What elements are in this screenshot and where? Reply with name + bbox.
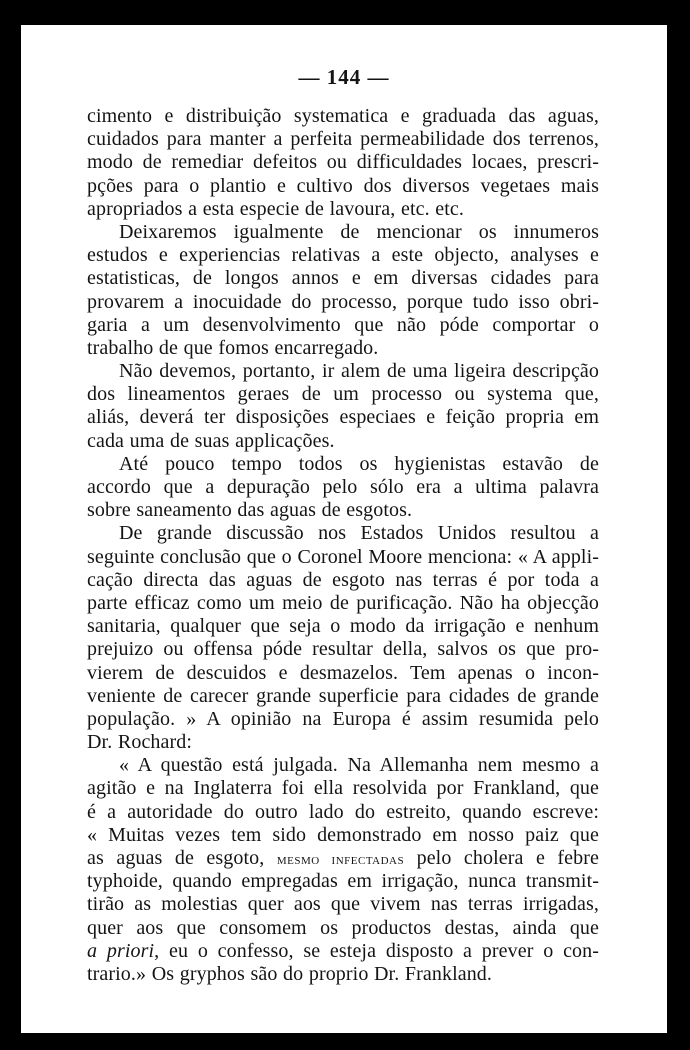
text-line [87, 476, 599, 499]
italic-text: a priori [87, 939, 155, 962]
text-line [87, 383, 599, 406]
line-text: Até pouco tempo todos os hygienistas estavão de [119, 452, 599, 475]
text-line [87, 917, 599, 940]
line-text: « Muitas vezes tem sido demonstrado em nosso paiz que [87, 823, 599, 846]
page-number: — 144 — [298, 65, 390, 89]
line-text: Deixaremos igualmente de mencionar os innumeros [119, 220, 599, 243]
text-line [87, 685, 599, 708]
line-text: pelo cholera e febre [404, 847, 599, 869]
line-text: modo de remediar defeitos ou difficuldades locaes, prescri- [87, 151, 599, 174]
line-text: estatisticas, de longos annos e em diversas cidades para [87, 267, 599, 290]
line-text: garia a um desenvolvimento que não póde comportar o [87, 313, 599, 336]
text-line [87, 754, 599, 777]
text-line [87, 546, 599, 569]
line-text: tirão as molestias quer aos que vivem nas terras irrigadas, [87, 893, 599, 916]
text-line [87, 731, 599, 754]
text-line [87, 824, 599, 847]
text-line [87, 291, 599, 314]
line-text: é a autoridade do outro lado do estreito, quando escreve: [87, 800, 599, 823]
page-body-text [87, 105, 599, 986]
text-line [87, 128, 599, 151]
line-text: vierem de descuidos e desmazelos. Tem apenas o incon- [87, 661, 599, 684]
line-text: população. » A opinião na Europa é assim resumida pelo [87, 707, 599, 730]
line-text: sanitaria, qualquer que seja o modo da irrigação e nenhum [87, 615, 599, 638]
text-line [87, 499, 599, 522]
line-text: accordo que a depuração pelo sólo era a ultima palavra [87, 476, 599, 498]
line-text: prejuizo ou offensa póde resultar della, salvos os que pro- [87, 638, 599, 661]
text-line [87, 940, 599, 963]
text-line [87, 406, 599, 429]
line-text: veniente de carecer grande superficie para cidades de grande [87, 684, 599, 707]
text-line [87, 801, 599, 824]
text-line [87, 453, 599, 476]
line-text: agitão e na Inglaterra foi ella resolvida por Frankland, que [87, 777, 599, 800]
line-text: , eu o confesso, se esteja disposto a prever o con- [154, 939, 600, 962]
line-text: typhoide, quando empregadas em irrigação, nunca transmit- [87, 870, 599, 893]
small-caps-text: mesmo infectadas [276, 851, 405, 868]
text-line [87, 592, 599, 615]
text-line [87, 244, 599, 267]
text-line [87, 337, 599, 360]
line-text: « A questão está julgada. Na Allemanha nem mesmo a [119, 754, 599, 777]
text-line [87, 360, 599, 383]
text-line [87, 221, 599, 244]
line-text: quer aos que consomem os productos destas, ainda que [87, 916, 599, 939]
text-line [87, 847, 599, 870]
line-text: trario.» Os gryphos são do proprio Dr. Frankland. [87, 962, 493, 985]
text-line [87, 569, 599, 592]
text-line [87, 267, 599, 290]
line-text: estudos e experiencias relativas a este objecto, analyses e [87, 244, 599, 267]
text-line [87, 893, 599, 916]
text-line [87, 430, 599, 453]
line-text: Dr. Rochard: [87, 731, 193, 754]
line-text: pções para o plantio e cultivo dos diversos vegetaes mais [87, 174, 599, 197]
line-text: aliás, deverá ter disposições especiaes e feição propria em [87, 406, 599, 429]
text-line [87, 105, 599, 128]
line-text: De grande discussão nos Estados Unidos resultou a [119, 522, 599, 545]
text-line [87, 175, 599, 198]
line-text: Não devemos, portanto, ir alem de uma ligeira descripção [119, 360, 599, 383]
line-text: as aguas de esgoto, [87, 847, 277, 869]
line-text: cação directa das aguas de esgoto nas terras é por toda a [87, 568, 599, 591]
text-line [87, 638, 599, 661]
text-line [87, 870, 599, 893]
text-line [87, 198, 599, 221]
text-line [87, 662, 599, 685]
text-line [87, 777, 599, 800]
line-text: seguinte conclusão que o Coronel Moore menciona: « A appli- [87, 545, 599, 568]
text-line [87, 522, 599, 545]
text-line [87, 314, 599, 337]
text-line [87, 963, 599, 986]
line-text: apropriados a esta especie de lavoura, etc. etc. [87, 197, 465, 220]
line-text: trabalho de que fomos encarregado. [87, 336, 379, 359]
line-text: parte efficaz como um meio de purificação. Não ha objecção [87, 591, 599, 614]
line-text: cada uma de suas applicações. [87, 429, 335, 452]
line-text: cuidados para manter a perfeita permeabilidade dos terrenos, [87, 128, 599, 151]
line-text: dos lineamentos geraes de um processo ou systema que, [87, 383, 599, 406]
book-page [21, 25, 667, 1033]
line-text: sobre saneamento das aguas de esgotos. [87, 499, 413, 522]
text-line [87, 708, 599, 731]
line-text: cimento e distribuição systematica e graduada das aguas, [87, 105, 599, 127]
line-text: provarem a inocuidade do processo, porque tudo isso obri- [87, 290, 599, 313]
text-line [87, 615, 599, 638]
text-line [87, 151, 599, 174]
